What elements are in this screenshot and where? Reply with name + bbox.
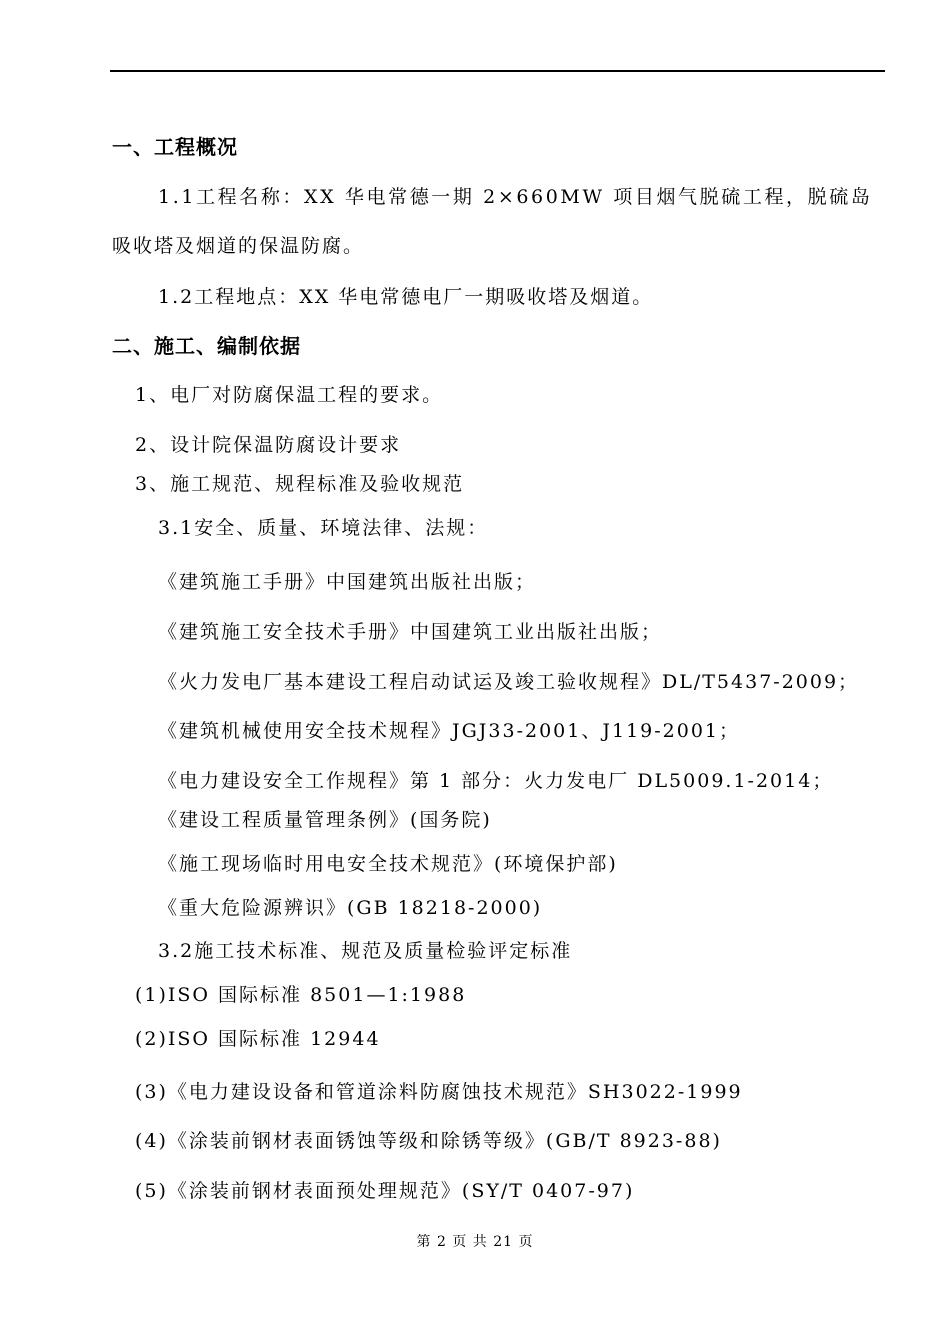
reference-item: 《电力建设安全工作规程》第 1 部分：火力发电厂 DL5009.1-2014；	[158, 770, 834, 792]
standard-item: (4)《涂装前钢材表面锈蚀等级和除锈等级》(GB/T 8923-88)	[135, 1130, 722, 1152]
section-heading-overview: 一、工程概况	[112, 135, 238, 159]
basis-item-2: 2、设计院保温防腐设计要求	[135, 434, 402, 456]
reference-item: 《重大危险源辨识》(GB 18218-2000)	[158, 897, 543, 919]
reference-item: 《建筑机械使用安全技术规程》JGJ33-2001、J119-2001；	[158, 720, 741, 742]
reference-item: 《火力发电厂基本建设工程启动试运及竣工验收规程》DL/T5437-2009；	[158, 671, 860, 693]
paragraph-project-name: 1.1工程名称：XX 华电常德一期 2×660MW 项目烟气脱硫工程，脱硫岛	[158, 186, 873, 208]
page-footer: 第 2 页 共 21 页	[416, 1234, 534, 1250]
subsection-3-1-title: 3.1安全、质量、环境法律、法规：	[158, 517, 489, 539]
basis-item-1: 1、电厂对防腐保温工程的要求。	[135, 384, 444, 406]
reference-item: 《施工现场临时用电安全技术规范》(环境保护部)	[158, 853, 618, 875]
header-rule	[110, 70, 885, 72]
subsection-3-2-title: 3.2施工技术标准、规范及质量检验评定标准	[158, 940, 573, 962]
standard-item: (1)ISO 国际标准 8501—1:1988	[135, 984, 467, 1006]
reference-item: 《建筑施工手册》中国建筑出版社出版；	[158, 571, 537, 593]
standard-item: (5)《涂装前钢材表面预处理规范》(SY/T 0407-97)	[135, 1180, 635, 1202]
paragraph-project-name-cont: 吸收塔及烟道的保温防腐。	[112, 235, 365, 257]
reference-item: 《建设工程质量管理条例》(国务院)	[158, 809, 492, 831]
section-heading-basis: 二、施工、编制依据	[112, 334, 301, 358]
paragraph-project-location: 1.2工程地点：XX 华电常德电厂一期吸收塔及烟道。	[158, 286, 654, 308]
reference-item: 《建筑施工安全技术手册》中国建筑工业出版社出版；	[158, 621, 663, 643]
basis-item-3: 3、施工规范、规程标准及验收规范	[135, 473, 465, 495]
standard-item: (2)ISO 国际标准 12944	[135, 1028, 381, 1050]
standard-item: (3)《电力建设设备和管道涂料防腐蚀技术规范》SH3022-1999	[135, 1081, 743, 1103]
